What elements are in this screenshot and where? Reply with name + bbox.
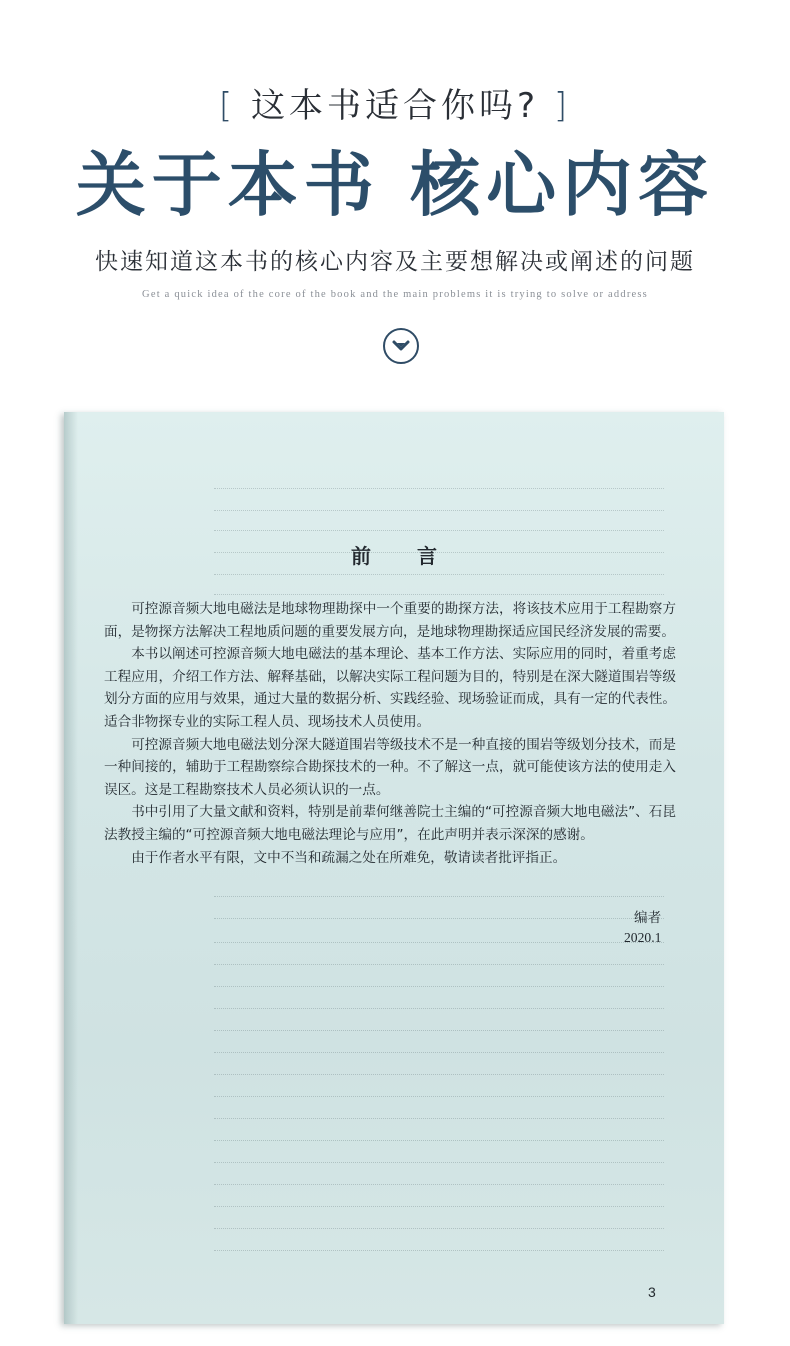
- bleed-through-line: [94, 912, 704, 924]
- bleed-through-line: [94, 1112, 704, 1124]
- bleed-through-line: [94, 1156, 704, 1168]
- bleed-through-line: [94, 890, 704, 902]
- chevron-down-circle-icon: [391, 338, 411, 354]
- bleed-through-line: [94, 1002, 704, 1014]
- bleed-through-line: [94, 482, 704, 494]
- preface-paragraph: 可控源音频大地电磁法划分深大隧道围岩等级技术不是一种直接的围岩等级划分技术，而是一种间接的，辅助于工程勘察综合勘探技术的一种。不了解这一点，就可能使该方法的使用走入误区。这是工程勘察技术人员必须认识的一点。: [104, 736, 676, 798]
- bracket-open: [: [218, 86, 237, 126]
- bleed-through-line: [94, 1090, 704, 1102]
- bleed-through-line: [94, 958, 704, 970]
- preface-paragraph: 本书以阐述可控源音频大地电磁法的基本理论、基本工作方法、实际应用的同时，着重考虑工程应用，介绍工作方法、解释基础，以解决实际工程问题为目的，特别是在深大隧道围岩等级划分方面的应用与效果，通过大量的数据分析、实践经验、现场验证而成，具有一定的代表性。适合非物探专业的实际工程人员、现场技术人员使用。: [104, 646, 676, 730]
- bleed-through-line: [94, 504, 704, 516]
- page-subtitle-english: Get a quick idea of the core of the book and the main problems it is trying to solve or address: [142, 289, 648, 300]
- bleed-through-line: [94, 1222, 704, 1234]
- bleed-through-line: [94, 936, 704, 948]
- bleed-through-line: [94, 1200, 704, 1212]
- bracket-close: ]: [553, 86, 572, 126]
- page-subtitle: 快速知道这本书的核心内容及主要想解决或阐述的问题: [95, 249, 695, 275]
- bleed-through-line: [94, 568, 704, 580]
- bleed-through-line: [94, 1046, 704, 1058]
- preface-title: 前言: [351, 544, 483, 568]
- preface-author: 编者: [634, 910, 662, 926]
- header-question-text: 这本书适合你吗?: [250, 86, 540, 126]
- bleed-through-line: [94, 1134, 704, 1146]
- preface-paragraph: 可控源音频大地电磁法是地球物理勘探中一个重要的勘探方法，将该技术应用于工程勘察方面，是物探方法解决工程地质问题的重要发展方向，是地球物理勘探适应国民经济发展的需要。: [104, 601, 676, 640]
- preface-paragraph: 由于作者水平有限，文中不当和疏漏之处在所难免，敬请读者批评指正。: [131, 849, 567, 866]
- page-number: 3: [648, 1284, 656, 1300]
- preface-body: [104, 598, 676, 869]
- bleed-through-line: [94, 1024, 704, 1036]
- bleed-through-line: [94, 980, 704, 992]
- bleed-through-line: [94, 1244, 704, 1256]
- bleed-through-line: [94, 1068, 704, 1080]
- bleed-through-line: [94, 1178, 704, 1190]
- preface-date: 2020.1: [624, 930, 662, 945]
- page-title: 关于本书 核心内容: [75, 144, 715, 226]
- scroll-down-button[interactable]: [383, 328, 419, 364]
- book-page-photo: [64, 412, 724, 1324]
- bleed-through-line: [94, 524, 704, 536]
- preface-paragraph: 书中引用了大量文献和资料，特别是前辈何继善院士主编的“可控源音频大地电磁法”、石昆法教授主编的“可控源音频大地电磁法理论与应用”，在此声明并表示深深的感谢。: [104, 804, 676, 843]
- header-question: [0, 78, 790, 127]
